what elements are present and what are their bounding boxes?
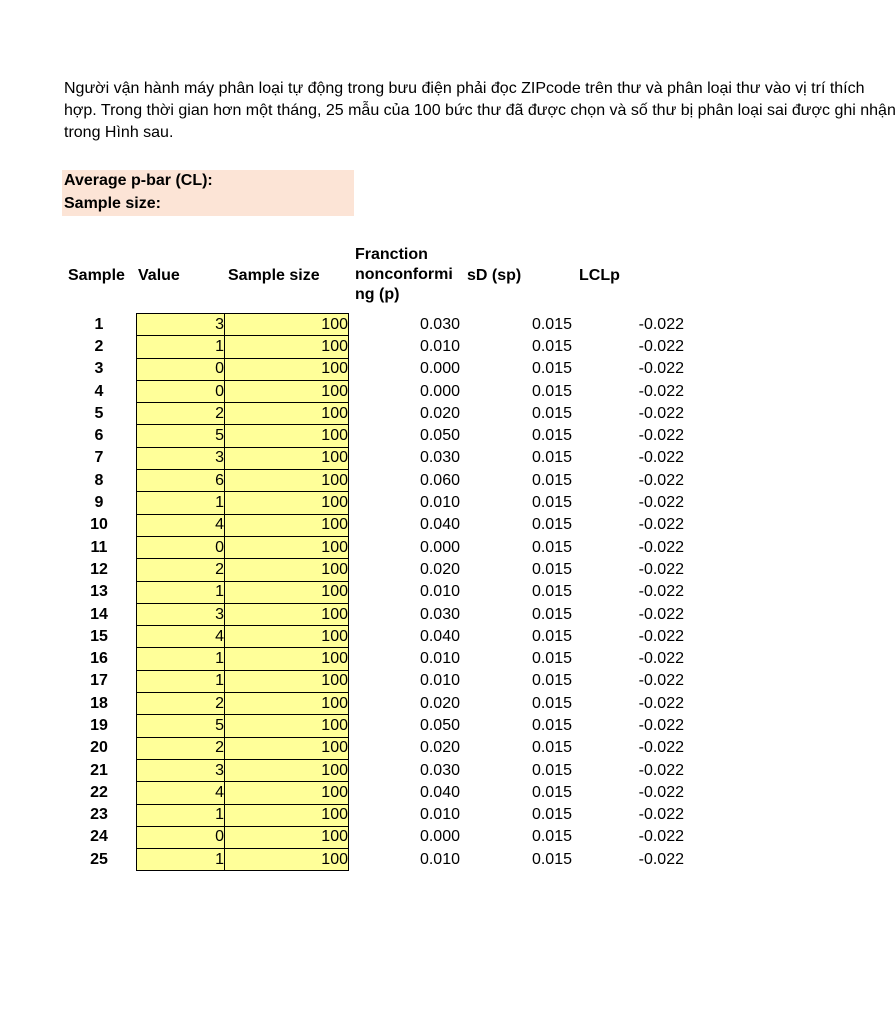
cell-lcl: -0.022: [638, 583, 684, 601]
cell-fraction: 0.010: [419, 850, 460, 868]
cell-fraction: 0.060: [419, 471, 460, 489]
cell-sample-size[interactable]: 100: [225, 492, 349, 514]
cell-value[interactable]: 6: [137, 470, 225, 492]
cell-sd: 0.015: [531, 315, 572, 333]
cell-fraction: 0.050: [419, 716, 460, 734]
table-row: [62, 759, 684, 781]
cell-fraction: 0.040: [419, 516, 460, 534]
header-fraction-line: Franction: [355, 246, 428, 263]
table-row: [62, 470, 684, 492]
cell-value[interactable]: 2: [137, 737, 225, 759]
cell-sd: 0.015: [531, 449, 572, 467]
cell-lcl: -0.022: [638, 716, 684, 734]
cell-sample-size[interactable]: 100: [225, 804, 349, 826]
table-row: [62, 603, 684, 625]
cell-sd: 0.015: [531, 716, 572, 734]
cell-lcl: -0.022: [638, 337, 684, 355]
cell-sample: 7: [94, 449, 104, 467]
cell-value[interactable]: 0: [137, 826, 225, 848]
cell-sd: 0.015: [531, 850, 572, 868]
cell-sd: 0.015: [531, 471, 572, 489]
cell-sd: 0.015: [531, 739, 572, 757]
cell-fraction: 0.010: [419, 494, 460, 512]
table-row: [62, 626, 684, 648]
intro-line: hợp. Trong thời gian hơn một tháng, 25 mẫu của 100 bức thư đã được chọn và số thư bị phân loại sai được ghi nhận: [64, 102, 896, 119]
cell-sample-size[interactable]: 100: [225, 425, 349, 447]
table-row: [62, 670, 684, 692]
cell-value[interactable]: 4: [137, 782, 225, 804]
cell-lcl: -0.022: [638, 828, 684, 846]
intro-line: trong Hình sau.: [64, 124, 174, 141]
cell-value[interactable]: 1: [137, 648, 225, 670]
cell-sample-size[interactable]: 100: [225, 470, 349, 492]
cell-sd: 0.015: [531, 427, 572, 445]
cell-lcl: -0.022: [638, 404, 684, 422]
summary-block: [62, 170, 354, 216]
cell-value[interactable]: 3: [137, 314, 225, 336]
header-fraction-line: nonconformi: [355, 266, 453, 283]
cell-sample: 3: [94, 360, 104, 378]
cell-sample: 25: [90, 850, 108, 868]
cell-sample-size[interactable]: 100: [225, 670, 349, 692]
average-pbar-label: Average p-bar (CL):: [64, 172, 213, 189]
sample-size-label: Sample size:: [64, 195, 161, 212]
cell-fraction: 0.010: [419, 672, 460, 690]
cell-lcl: -0.022: [638, 850, 684, 868]
cell-sample: 17: [90, 672, 108, 690]
cell-sample-size[interactable]: 100: [225, 693, 349, 715]
table-row: [62, 559, 684, 581]
cell-sample: 13: [90, 583, 108, 601]
cell-value[interactable]: 2: [137, 559, 225, 581]
cell-sample: 8: [94, 471, 104, 489]
cell-fraction: 0.000: [419, 538, 460, 556]
table-row: [62, 737, 684, 759]
cell-lcl: -0.022: [638, 471, 684, 489]
cell-lcl: -0.022: [638, 627, 684, 645]
cell-sd: 0.015: [531, 494, 572, 512]
cell-sample-size[interactable]: 100: [225, 403, 349, 425]
cell-lcl: -0.022: [638, 739, 684, 757]
cell-sd: 0.015: [531, 538, 572, 556]
cell-fraction: 0.010: [419, 337, 460, 355]
cell-sample: 10: [90, 516, 108, 534]
cell-fraction: 0.030: [419, 605, 460, 623]
cell-lcl: -0.022: [638, 650, 684, 668]
cell-fraction: 0.000: [419, 360, 460, 378]
cell-fraction: 0.000: [419, 382, 460, 400]
cell-fraction: 0.020: [419, 739, 460, 757]
cell-value[interactable]: 1: [137, 804, 225, 826]
cell-sd: 0.015: [531, 650, 572, 668]
cell-value[interactable]: 0: [137, 358, 225, 380]
cell-sample-size[interactable]: 100: [225, 314, 349, 336]
cell-value[interactable]: 3: [137, 603, 225, 625]
cell-lcl: -0.022: [638, 783, 684, 801]
header-sample-size: Sample size: [228, 267, 320, 284]
cell-fraction: 0.030: [419, 761, 460, 779]
cell-sd: 0.015: [531, 761, 572, 779]
cell-sample: 12: [90, 560, 108, 578]
cell-value[interactable]: 1: [137, 670, 225, 692]
cell-value[interactable]: 2: [137, 403, 225, 425]
cell-value[interactable]: 0: [137, 380, 225, 402]
cell-fraction: 0.040: [419, 783, 460, 801]
cell-value[interactable]: 1: [137, 492, 225, 514]
cell-sample-size[interactable]: 100: [225, 759, 349, 781]
cell-lcl: -0.022: [638, 806, 684, 824]
cell-lcl: -0.022: [638, 694, 684, 712]
cell-lcl: -0.022: [638, 538, 684, 556]
header-sample: Sample: [68, 267, 125, 284]
cell-sample: 23: [90, 806, 108, 824]
cell-sd: 0.015: [531, 337, 572, 355]
cell-value[interactable]: 5: [137, 425, 225, 447]
cell-sample: 14: [90, 605, 108, 623]
header-fraction: [355, 245, 453, 305]
cell-sample: 4: [94, 382, 104, 400]
cell-sd: 0.015: [531, 382, 572, 400]
cell-sample-size[interactable]: 100: [225, 715, 349, 737]
cell-sample-size[interactable]: 100: [225, 559, 349, 581]
cell-lcl: -0.022: [638, 605, 684, 623]
cell-sample-size[interactable]: 100: [225, 536, 349, 558]
cell-sd: 0.015: [531, 828, 572, 846]
cell-lcl: -0.022: [638, 360, 684, 378]
table-row: [62, 358, 684, 380]
header-lcl: LCLp: [579, 267, 620, 284]
cell-sample: 24: [90, 828, 108, 846]
cell-sd: 0.015: [531, 360, 572, 378]
table-row: [62, 514, 684, 536]
table-row: [62, 536, 684, 558]
table-row: [62, 447, 684, 469]
cell-sample: 20: [90, 739, 108, 757]
cell-sample: 1: [94, 315, 104, 333]
cell-fraction: 0.020: [419, 404, 460, 422]
cell-sd: 0.015: [531, 605, 572, 623]
cell-fraction: 0.010: [419, 583, 460, 601]
cell-fraction: 0.030: [419, 315, 460, 333]
cell-sd: 0.015: [531, 583, 572, 601]
cell-lcl: -0.022: [638, 382, 684, 400]
cell-sample-size[interactable]: 100: [225, 358, 349, 380]
cell-sample: 19: [90, 716, 108, 734]
cell-sample-size[interactable]: 100: [225, 380, 349, 402]
cell-value[interactable]: 3: [137, 759, 225, 781]
cell-sd: 0.015: [531, 404, 572, 422]
cell-fraction: 0.020: [419, 694, 460, 712]
cell-value[interactable]: 1: [137, 336, 225, 358]
cell-fraction: 0.010: [419, 650, 460, 668]
cell-value[interactable]: 5: [137, 715, 225, 737]
cell-sd: 0.015: [531, 806, 572, 824]
cell-sample-size[interactable]: 100: [225, 581, 349, 603]
cell-sample: 11: [90, 538, 108, 556]
cell-value[interactable]: 4: [137, 626, 225, 648]
cell-sample: 21: [90, 761, 108, 779]
header-fraction-line: ng (p): [355, 286, 400, 303]
table-row: [62, 380, 684, 402]
table-row: [62, 782, 684, 804]
cell-lcl: -0.022: [638, 494, 684, 512]
cell-fraction: 0.040: [419, 627, 460, 645]
cell-fraction: 0.050: [419, 427, 460, 445]
cell-sd: 0.015: [531, 516, 572, 534]
data-table: [62, 313, 685, 871]
cell-sample: 16: [90, 650, 108, 668]
cell-sample-size[interactable]: 100: [225, 648, 349, 670]
cell-fraction: 0.020: [419, 560, 460, 578]
header-value: Value: [138, 267, 180, 284]
cell-sample: 15: [90, 627, 108, 645]
cell-sample: 22: [90, 783, 108, 801]
intro-paragraph: [64, 78, 896, 144]
table-row: [62, 425, 684, 447]
cell-sd: 0.015: [531, 560, 572, 578]
cell-sd: 0.015: [531, 694, 572, 712]
cell-sample-size[interactable]: 100: [225, 849, 349, 871]
cell-lcl: -0.022: [638, 560, 684, 578]
cell-value[interactable]: 2: [137, 693, 225, 715]
table-row: [62, 715, 684, 737]
cell-sd: 0.015: [531, 672, 572, 690]
table-row: [62, 849, 684, 871]
table-row: [62, 693, 684, 715]
cell-lcl: -0.022: [638, 427, 684, 445]
cell-fraction: 0.030: [419, 449, 460, 467]
cell-sample: 6: [94, 427, 104, 445]
cell-value[interactable]: 3: [137, 447, 225, 469]
table-row: [62, 336, 684, 358]
cell-value[interactable]: 0: [137, 536, 225, 558]
table-row: [62, 648, 684, 670]
table-row: [62, 826, 684, 848]
cell-sample: 2: [94, 337, 104, 355]
cell-lcl: -0.022: [638, 516, 684, 534]
cell-sample: 9: [94, 494, 104, 512]
cell-sample-size[interactable]: 100: [225, 447, 349, 469]
cell-sample-size[interactable]: 100: [225, 603, 349, 625]
cell-sample-size[interactable]: 100: [225, 737, 349, 759]
cell-lcl: -0.022: [638, 761, 684, 779]
cell-sample-size[interactable]: 100: [225, 514, 349, 536]
cell-sd: 0.015: [531, 783, 572, 801]
table-row: [62, 581, 684, 603]
cell-sd: 0.015: [531, 627, 572, 645]
intro-line: Người vận hành máy phân loại tự động trong bưu điện phải đọc ZIPcode trên thư và phân loại thư vào vị trí thích: [64, 80, 865, 97]
cell-sample: 5: [94, 404, 104, 422]
table-row: [62, 403, 684, 425]
cell-value[interactable]: 1: [137, 581, 225, 603]
cell-sample-size[interactable]: 100: [225, 336, 349, 358]
cell-fraction: 0.010: [419, 806, 460, 824]
cell-fraction: 0.000: [419, 828, 460, 846]
cell-lcl: -0.022: [638, 449, 684, 467]
cell-sample: 18: [90, 694, 108, 712]
cell-sample-size[interactable]: 100: [225, 826, 349, 848]
cell-value[interactable]: 1: [137, 849, 225, 871]
cell-sample-size[interactable]: 100: [225, 782, 349, 804]
cell-sample-size[interactable]: 100: [225, 626, 349, 648]
cell-lcl: -0.022: [638, 315, 684, 333]
cell-lcl: -0.022: [638, 672, 684, 690]
cell-value[interactable]: 4: [137, 514, 225, 536]
header-sd: sD (sp): [467, 267, 522, 284]
table-row: [62, 492, 684, 514]
table-row: [62, 804, 684, 826]
table-row: [62, 314, 684, 336]
